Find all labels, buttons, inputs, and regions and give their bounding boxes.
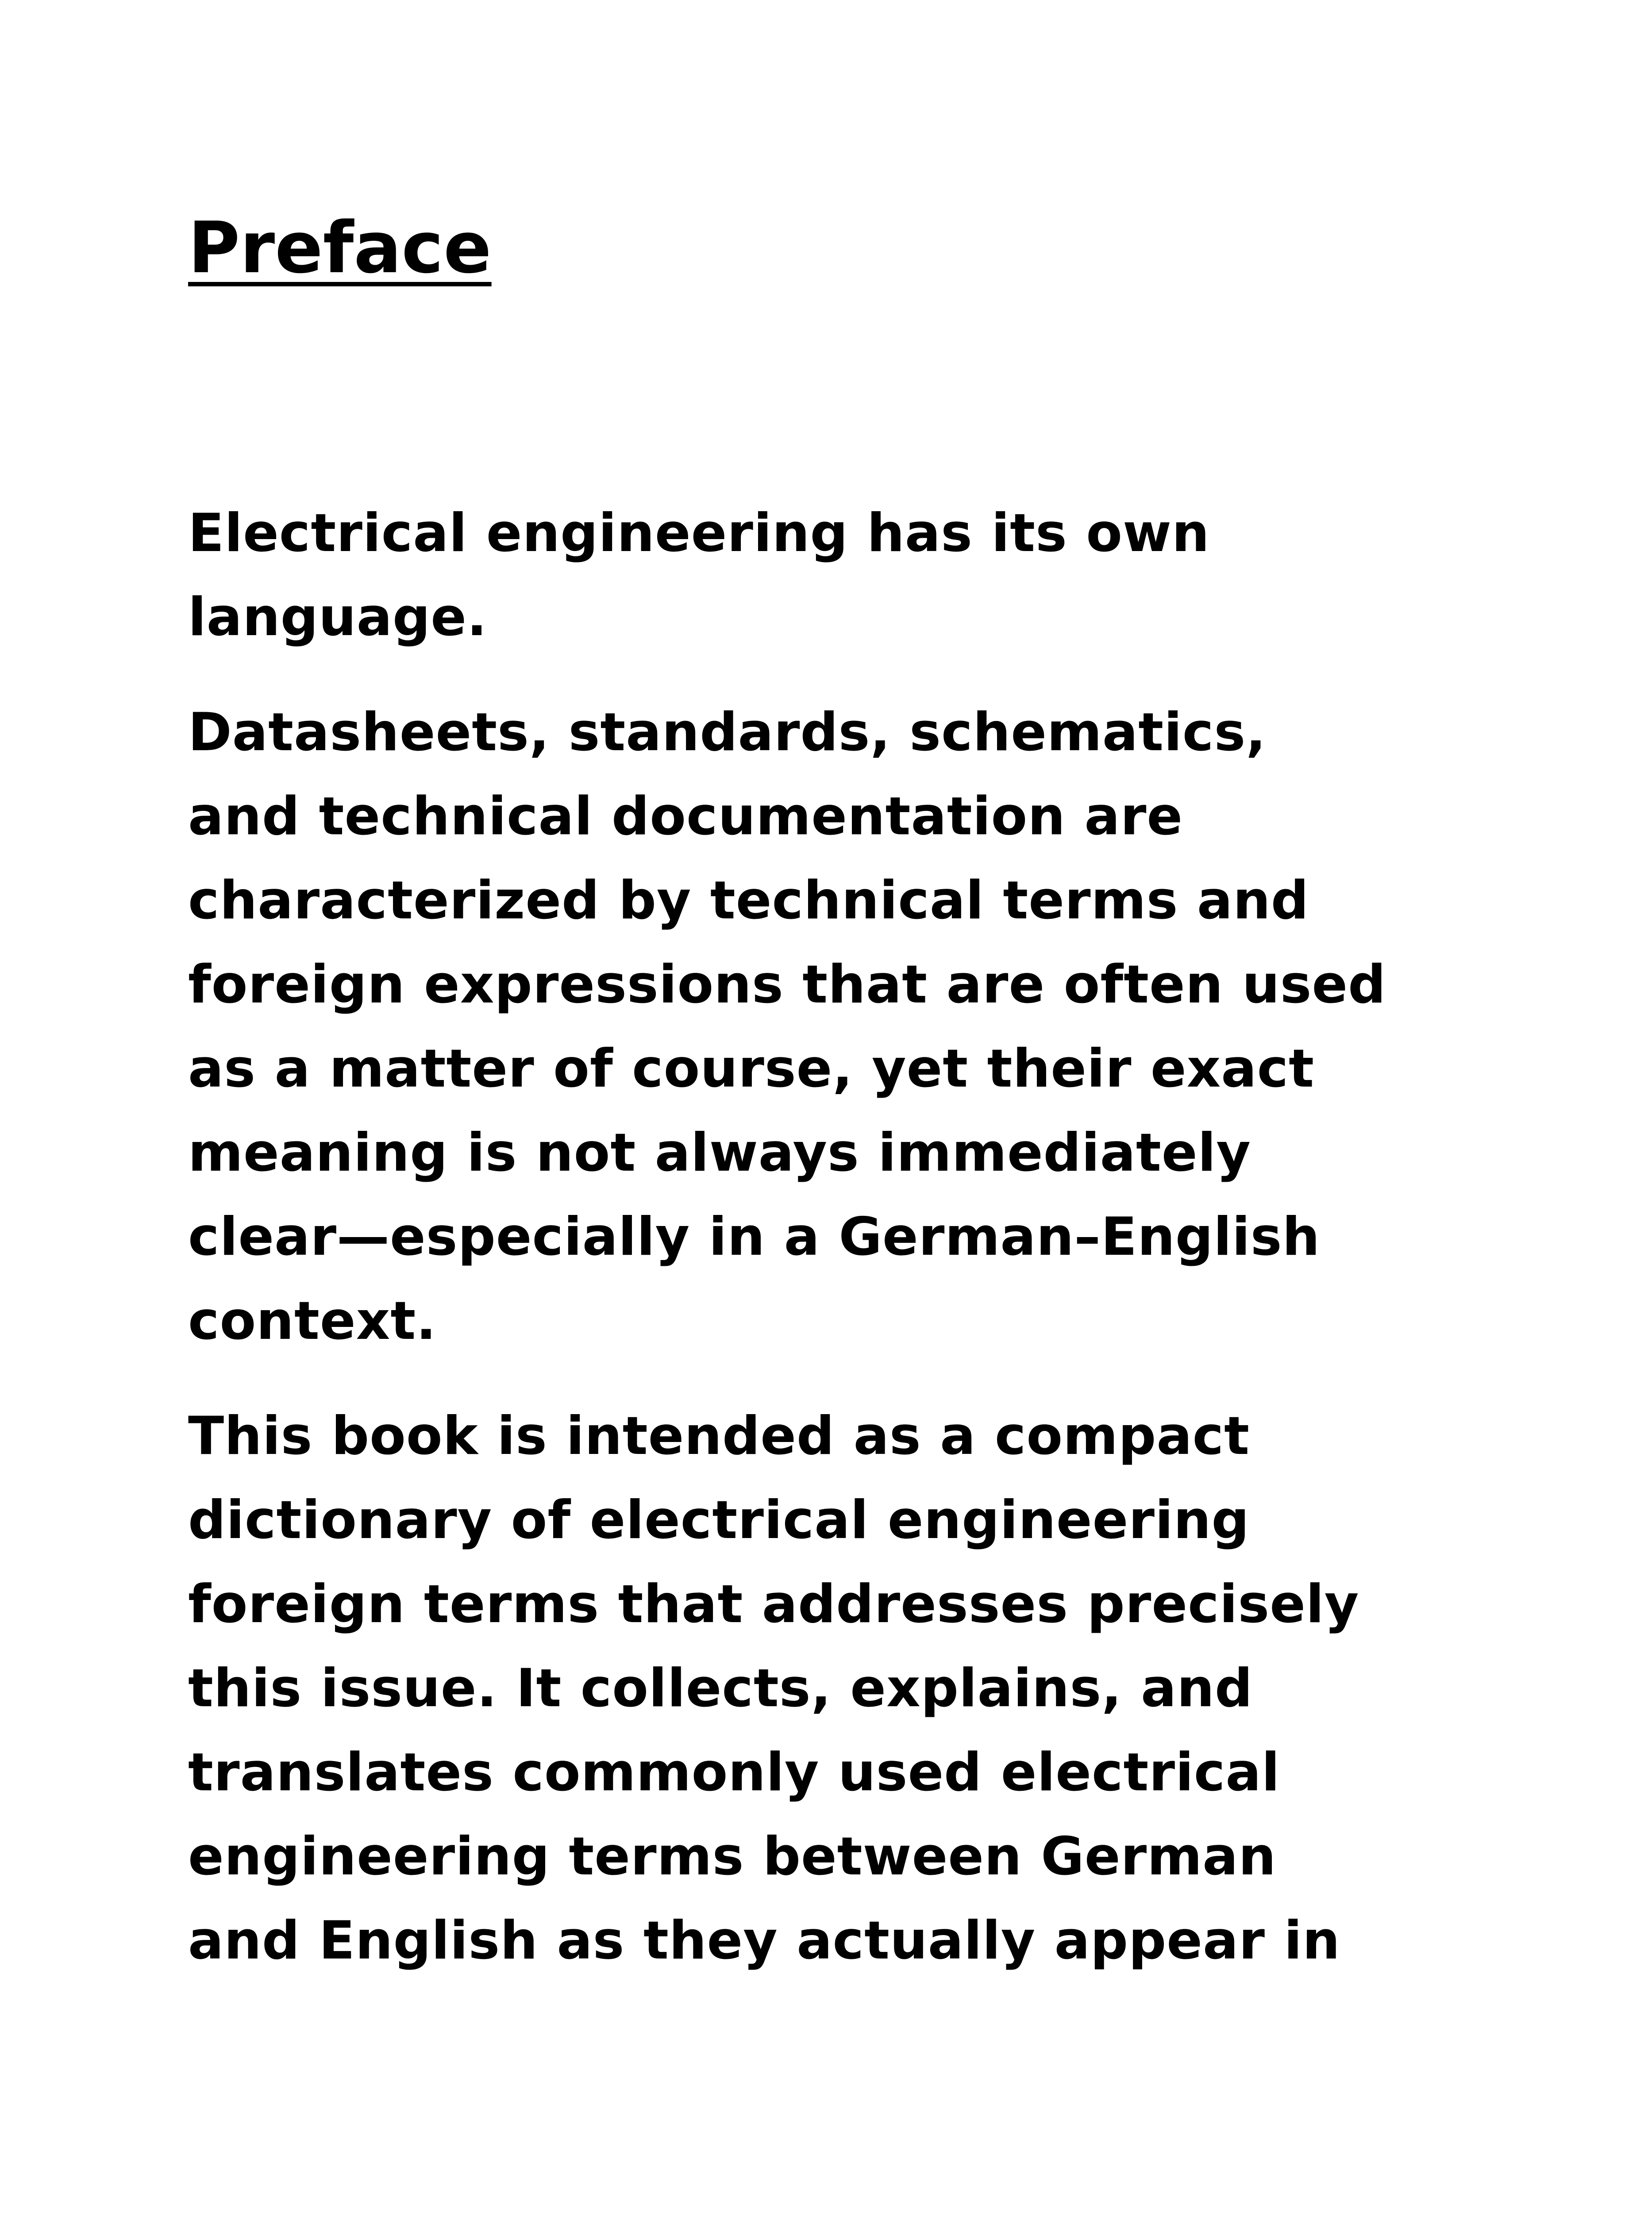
text-line: as a matter of course, yet their exact xyxy=(188,1038,1315,1099)
text-line: and technical documentation are xyxy=(188,786,1183,847)
text-line: context. xyxy=(188,1291,437,1352)
page-title: Preface xyxy=(188,206,492,289)
paragraph-1 xyxy=(188,491,1383,659)
text-line: language. xyxy=(188,587,488,648)
text-line: foreign terms that addresses precisely xyxy=(188,1574,1359,1635)
text-line: This book is intended as a compact xyxy=(188,1406,1250,1467)
text-line: Datasheets, standards, schematics, xyxy=(188,702,1267,763)
text-line: foreign expressions that are often used xyxy=(188,954,1386,1015)
paragraph-2 xyxy=(188,690,1386,1363)
text-line: dictionary of electrical engineering xyxy=(188,1490,1250,1551)
text-line: Electrical engineering has its own xyxy=(188,503,1210,564)
document-body xyxy=(188,491,1386,2014)
text-line: this issue. It collects, explains, and xyxy=(188,1658,1253,1719)
text-line: and English as they actually appear in xyxy=(188,1910,1340,1971)
paragraph-3 xyxy=(188,1394,1383,1983)
text-line: characterized by technical terms and xyxy=(188,870,1309,931)
text-line: translates commonly used electrical xyxy=(188,1742,1280,1803)
text-line: engineering terms between German xyxy=(188,1826,1277,1887)
text-line: clear—especially in a German–English xyxy=(188,1207,1321,1268)
text-line: meaning is not always immediately xyxy=(188,1122,1251,1184)
